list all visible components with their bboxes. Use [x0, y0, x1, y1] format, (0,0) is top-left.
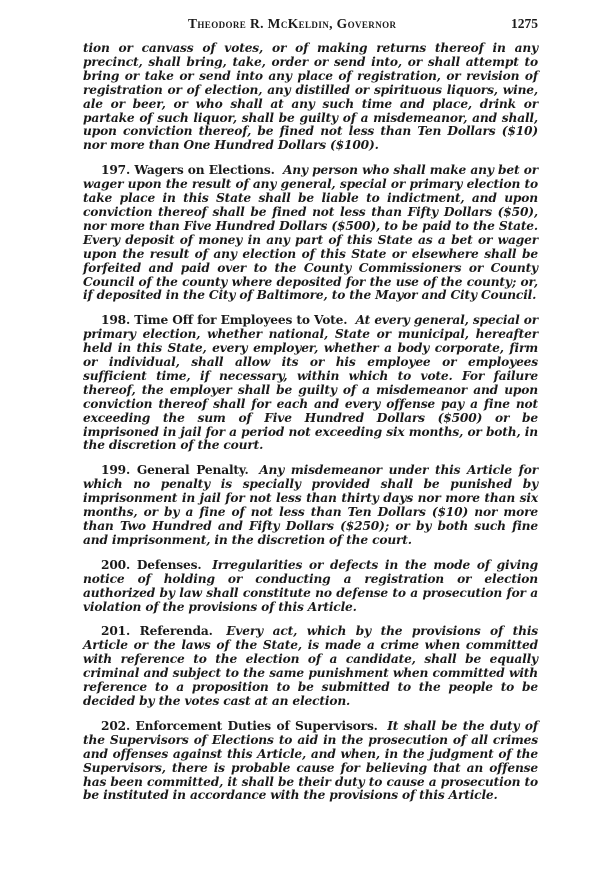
section-title: Enforcement Duties of Supervisors.: [135, 718, 378, 733]
section-number: 202.: [101, 718, 131, 733]
section-200: [83, 559, 538, 615]
section-title: Defenses.: [136, 557, 202, 572]
section-number: 198.: [101, 313, 131, 328]
section-text: Any person who shall make any bet or wager upon the result of any general, special or primary election to take place in this State shall be liable to indictment, and upon conviction thereof shall be fined not less than Fifty Dollars ($50), nor more than Five Hundred Dollars ($500), to be paid to the State. Every deposit of money in any part of this State as a bet or wager upon the result of any election of this State or elsewhere shall be forfeited and paid over to the County Commissioners or County Council of the county where deposited for the use of the county; or, if deposited in the City of Baltimore, to the Mayor and City Council.: [83, 163, 539, 303]
section-text: At every general, special or primary election, whether national, State or municipal, hereafter held in this State, every employer, whether a body corporate, firm or individual, shall allow its or his employee or employees sufficient time, if necessary, within which to vote. For failure thereof, the employer shall be guilty of a misdemeanor and upon conviction thereof shall for each and every offense pay a fine not exceeding the sum of Five Hundred Dollars ($500) or be imprisoned in jail for a period not exceeding six months, or both, in the discretion of the court.: [83, 313, 539, 453]
section-title: Time Off for Employees to Vote.: [134, 313, 348, 328]
running-header: [83, 16, 538, 38]
section-text: Any misdemeanor under this Article for which no penalty is specially provided shall be punished by imprisonment in jail for not less than thirty days nor more than six months, or by a fine of not less than Ten Dollars ($10) nor more than Two Hundred and Fifty Dollars ($250); or by both such fine and imprisonment, in the discretion of the court.: [83, 463, 539, 547]
section-197: [83, 164, 538, 303]
section-number: 197.: [101, 163, 131, 178]
section-number: 200.: [101, 557, 131, 572]
document-page: [83, 16, 538, 814]
section-number: 201.: [101, 624, 131, 639]
section-199: [83, 464, 538, 547]
section-title: Wagers on Elections.: [134, 163, 275, 178]
continuation-paragraph: tion or canvass of votes, or of making returns thereof in any precinct, shall bring, take, order or send into, or shall attempt to bring or take or send into any place of registration, or revision of registration or of election, any distilled or spirituous liquors, wine, ale or beer, or who shall at any such time and place, drink or partake of such liquor, shall be guilty of a misdemeanor, and shall, upon conviction thereof, be fined not less than Ten Dollars ($10) nor more than One Hundred Dollars ($100).: [83, 41, 538, 153]
section-202: [83, 720, 538, 803]
page-number: 1275: [511, 16, 538, 31]
page-body: [83, 42, 538, 803]
header-title: Theodore R. McKeldin, Governor: [188, 16, 397, 31]
section-title: General Penalty.: [136, 463, 249, 478]
section-title: Referenda.: [139, 624, 213, 639]
section-text: Irregularities or defects in the mode of giving notice of holding or conducting a registration or election authorized by law shall constitute no defense to a prosecution for a violation of the provisions of this Article.: [83, 557, 539, 614]
section-198: [83, 314, 538, 453]
section-201: [83, 625, 538, 708]
section-text: It shall be the duty of the Supervisors of Elections to aid in the prosecution of all crimes and offenses against this Article, and when, in the judgment of the Supervisors, there is probable cause for believing that an offense has been committed, it shall be their duty to cause a prosecution to be instituted in accordance with the provisions of this Article.: [83, 718, 538, 803]
section-text: Every act, which by the provisions of this Article or the laws of the State, is made a crime when committed with reference to the election of a candidate, shall be equally criminal and subject to the same punishment when committed with reference to a proposition to be submitted to the people to be decided by the votes cast at an election.: [83, 624, 539, 708]
section-number: 199.: [101, 463, 131, 478]
